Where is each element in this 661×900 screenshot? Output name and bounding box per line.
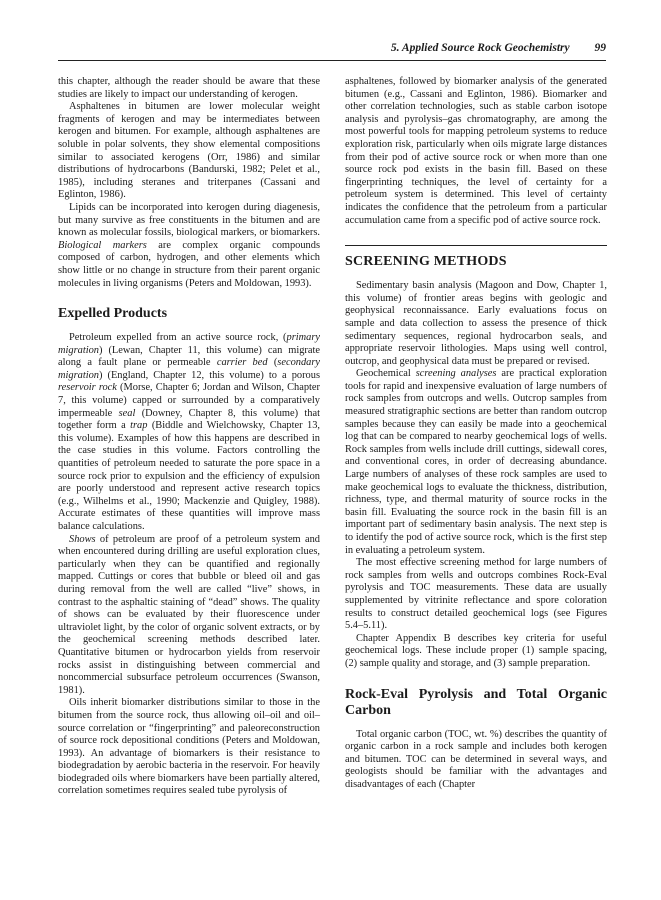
running-header xyxy=(58,42,606,54)
page-number: 99 xyxy=(594,42,606,54)
header-rule xyxy=(58,60,606,61)
right-column xyxy=(345,76,607,792)
term: Biological markers xyxy=(58,239,147,251)
paragraph: Lipids can be incorporated into kerogen during diagenesis, but many survive as free constituents in the bitumen and are known as molecular fossils, biological markers, or biomarkers. Biological markers are complex organic compounds composed of carbon, hydrogen, and other elements which show little or no change in structure from their parent organic molecules in living organisms (Peters and Moldowan, 1993). xyxy=(58,201,320,289)
paragraph: Sedimentary basin analysis (Magoon and Dow, Chapter 1, this volume) of frontier areas begins with geologic and geophysical reconnaissance. Early evaluations focus on sample and data collection to assess the presence of thick sedimentary sequences, regional hydrocarbon seals, and appropriate reservoir lithologies. Maps using well control, outcrop, and geophysical data must be prepared or revised. xyxy=(345,280,607,367)
section-heading: Expelled Products xyxy=(58,306,168,322)
paragraph: Asphaltenes in bitumen are lower molecular weight fragments of kerogen and may be intermediates between kerogen and bitumen. For example, although asphaltenes are soluble in polar solvents, they show elemental compositions similar to associated kerogens (Orr, 1986) and similar distributions of hydrocarbons (Bandurski, 1982; Pelet et al., 1985), including steranes and triterpanes (Cassani and Eglinton, 1986). xyxy=(58,101,320,201)
running-title: 5. Applied Source Rock Geochemistry xyxy=(390,42,570,54)
paragraph: Geochemical screening analyses are practical exploration tools for rapid and inexpensive evaluation of large numbers of rock samples from outcrops and wells. Outcrop samples from measured stratigraphic sections are better than random outcrop samples because they can easily be made into a geochemical log that can be compared to nearby geochemical logs of wells. Rock samples from wells include drill cuttings, sidewall cores, and conventional cores, in order of decreasing abundance. Large numbers of analyses of these rock samples are used to make geochemical logs to evaluate the thickness, distribution, richness, type, and thermal maturity of source rocks in the basin fill. Evaluating the source rock in the basin fill is an important part of sedimentary basin analysis. The next step is to identify the pod of active source rock, which is the first step in evaluating a petroleum system. xyxy=(345,368,607,556)
section-rule xyxy=(345,245,607,246)
paragraph: Chapter Appendix B describes key criteria for useful geochemical logs. These include proper (1) sample spacing, (2) sample quality and storage, and (3) sample preparation. xyxy=(345,632,607,669)
paragraph: Total organic carbon (TOC, wt. %) describes the quantity of organic carbon in a rock sample and includes both kerogen and bitumen. TOC can be determined in several ways, and geologists should be familiar with the advantages and disadvantages of each (Chapter xyxy=(345,728,607,790)
paragraph: Petroleum expelled from an active source rock, (primary migration) (Lewan, Chapter 11, this volume) can migrate along a fault plane or permeable carrier bed (secondary migration) (England, Chapter 12, this volume) to a porous reservoir rock (Morse, Chapter 6; Jordan and Wilson, Chapter 7, this volume) capped or surrounded by a comparatively impermeable seal (Downey, Chapter 8, this volume) that together form a trap (Biddle and Wielchowsky, Chapter 13, this volume). Examples of how this happens are described in the case studies in this volume. Factors controlling the quantities of petroleum needed to saturate the pore space in a source rock prior to expulsion and the efficiency of expulsion are poorly understood and represent active research topics (e.g., Wilhelms et al., 1990; Mackenzie and Quigley, 1988). Accurate estimates of these quantities will improve mass balance calculations. xyxy=(58,332,321,532)
section-heading: SCREENING METHODS xyxy=(345,254,507,270)
left-column xyxy=(58,76,320,798)
paragraph: asphaltenes, followed by biomarker analysis of the generated bitumen (e.g., Cassani and Eglinton, 1986). Biomarker and other correlation technologies, such as stable carbon isotope analysis and pyrolysis–gas chromatography, are among the most powerful tools for mapping petroleum systems to reduce exploration risk, particularly when oils migrate large distances from their pod of active source rock or when more than one source rock pod exists in the basin fill. Based on these fingerprinting techniques, the level of certainty for a petroleum system is determined. This level of certainty indicates the confidence that the petroleum from a particular accumulation came from a specific pod of active source rock. xyxy=(345,76,607,226)
paragraph: Oils inherit biomarker distributions similar to those in the bitumen from the source rock, thus allowing oil–oil and oil–source correlation or “fingerprinting” and paleoreconstruction of source rock depositional conditions (Peters and Moldowan, 1993). An advantage of biomarkers is their resistance to biodegradation by aerobic bacteria in the reservoir. For heavily biodegraded oils where biomarkers have been partially altered, correlation sometimes requires sealed tube pyrolysis of xyxy=(58,697,320,797)
section-heading: Rock-Eval Pyrolysis and Total Organic Carbon xyxy=(345,686,607,718)
paragraph: The most effective screening method for large numbers of rock samples from wells and outcrops combines Rock-Eval pyrolysis and TOC measurements. These data are usually supplemented by vitrinite reflectance and spore coloration results to construct detailed geochemical logs (see Figures 5.4–5.11). xyxy=(345,557,607,632)
paragraph: Shows of petroleum are proof of a petroleum system and when encountered during drilling are useful exploration clues, particularly when they can be quantified and regionally mapped. Cuttings or cores that bubble or bleed oil and gas during removal from the well are called “live” shows, in contrast to the asphaltic staining of “dead” shows. The quality of shows can be evaluated by their fluorescence under ultraviolet light, by the color of organic solvent extracts, or by the geochemical screening methods described later. Quantitative bitumen or hydrocarbon yields from reservoir rocks assist in distinguishing between commercial and noncommercial subsurface petroleum occurrences (Swanson, 1981). xyxy=(58,533,320,696)
paragraph: this chapter, although the reader should be aware that these studies are likely to impact our understanding of kerogen. xyxy=(58,76,320,100)
